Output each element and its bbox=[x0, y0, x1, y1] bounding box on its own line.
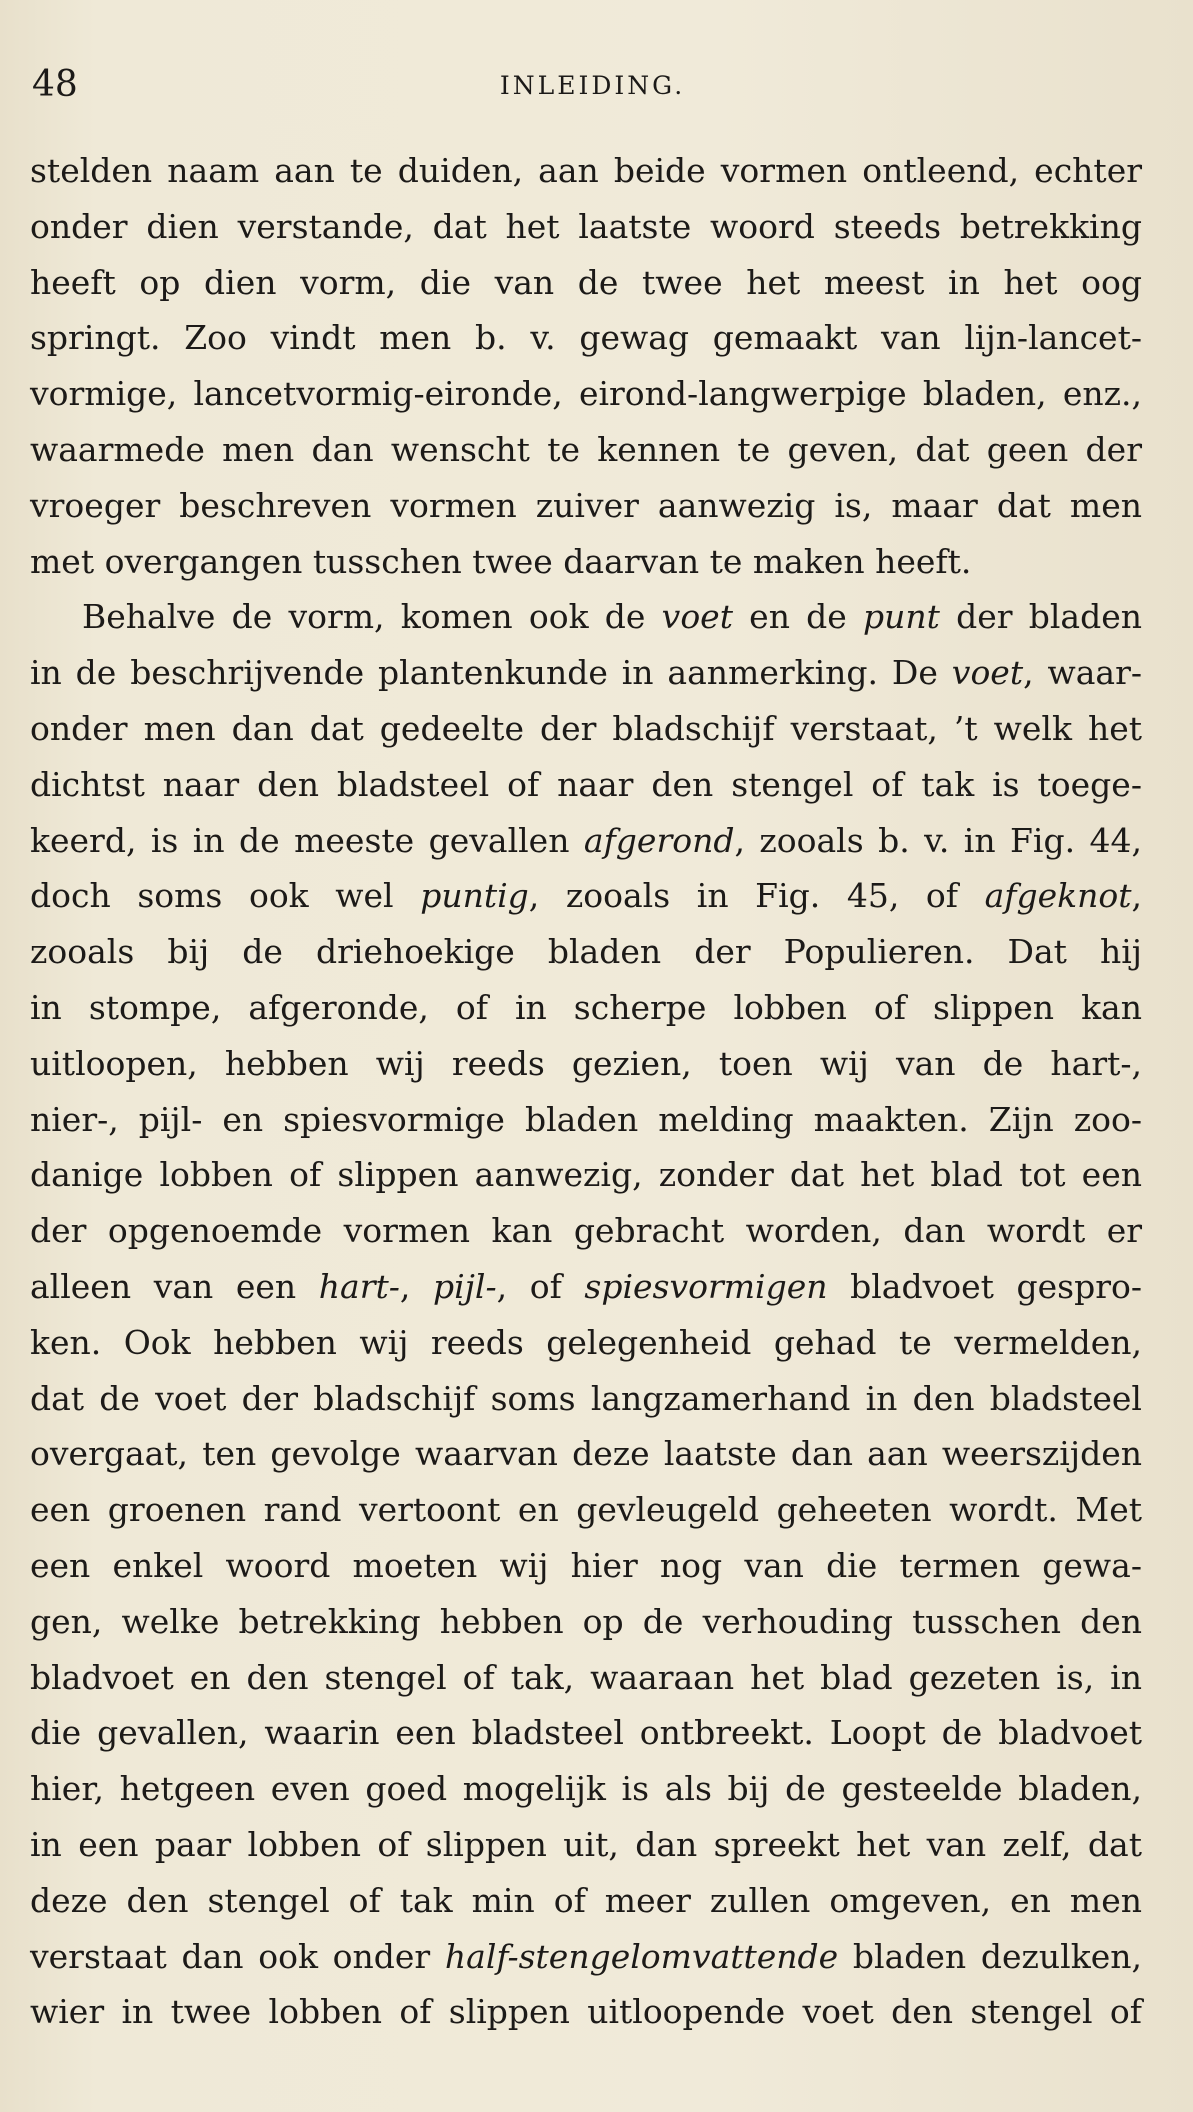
text-line: springt. Zoo vindt men b. v. gewag gemaakt van lijn-lancet- bbox=[30, 318, 1142, 358]
text-line: stelden naam aan te duiden, aan beide vormen ontleend, echter bbox=[30, 151, 1142, 190]
text-line: der opgenoemde vormen kan gebracht worden, dan wordt er bbox=[30, 1211, 1142, 1251]
text-run: bladen dezulken, bbox=[838, 1936, 1143, 1976]
text-line bbox=[30, 589, 1142, 645]
italic-term: afgeknot bbox=[984, 876, 1132, 916]
text-line: vormige, lancetvormig-eironde, eirond-langwerpige bladen, enz., bbox=[30, 374, 1142, 414]
italic-term: punt bbox=[863, 597, 940, 637]
text-run: bladvoet gespro- bbox=[827, 1266, 1142, 1306]
text-line bbox=[30, 1929, 1142, 1985]
text-line: bladvoet en den stengel of tak, waaraan het blad gezeten is, in bbox=[30, 1657, 1142, 1697]
page-header bbox=[32, 60, 1153, 110]
text-line: in stompe, afgeronde, of in scherpe lobben of slippen kan bbox=[30, 987, 1142, 1027]
text-line: ken. Ook hebben wij reeds gelegenheid gehad te vermelden, bbox=[30, 1322, 1142, 1362]
text-run: , bbox=[399, 1266, 433, 1306]
text-run: , of bbox=[496, 1266, 585, 1306]
text-line: die gevallen, waarin een bladsteel ontbreekt. Loopt de bladvoet bbox=[30, 1713, 1142, 1753]
text-run: , bbox=[1131, 876, 1143, 916]
text-line: onder dien verstande, dat het laatste woord steeds betrekking bbox=[30, 206, 1142, 246]
italic-term: afgerond bbox=[583, 820, 735, 860]
italic-term: half-stengelomvattende bbox=[444, 1936, 839, 1976]
text-line: met overgangen tusschen twee daarvan te maken heeft. bbox=[30, 541, 972, 581]
page-number: 48 bbox=[32, 64, 78, 105]
text-line: danige lobben of slippen aanwezig, zonder dat het blad tot een bbox=[30, 1155, 1142, 1195]
text-line: dat de voet der bladschijf soms langzamerhand in den bladsteel bbox=[30, 1378, 1142, 1418]
text-run: alleen van een bbox=[30, 1266, 319, 1306]
italic-term: spiesvormigen bbox=[584, 1266, 828, 1306]
text-line bbox=[30, 813, 1142, 869]
text-line: deze den stengel of tak min of meer zullen omgeven, en men bbox=[30, 1880, 1142, 1920]
text-line: heeft op dien vorm, die van de twee het meest in het oog bbox=[30, 262, 1142, 302]
text-line: in een paar lobben of slippen uit, dan spreekt het van zelf, dat bbox=[30, 1824, 1142, 1864]
text-run: , zooals b. v. in Fig. 44, bbox=[734, 820, 1142, 860]
text-run: der bladen bbox=[939, 597, 1143, 637]
italic-term: hart- bbox=[318, 1266, 400, 1306]
text-line: uitloopen, hebben wij reeds gezien, toen wij van de hart-, bbox=[30, 1043, 1142, 1083]
text-line: hier, hetgeen even goed mogelijk is als bij de gesteelde bladen, bbox=[30, 1769, 1142, 1809]
text-line: nier-, pijl- en spiesvormige bladen melding maakten. Zijn zoo- bbox=[30, 1099, 1142, 1139]
text-line: vroeger beschreven vormen zuiver aanwezig is, maar dat men bbox=[30, 485, 1142, 525]
text-line: waarmede men dan wenscht te kennen te geven, dat geen der bbox=[30, 429, 1142, 469]
text-line: gen, welke betrekking hebben op de verhouding tusschen den bbox=[30, 1601, 1142, 1641]
italic-term: puntig bbox=[420, 876, 529, 916]
text-run: keerd, is in de meeste gevallen bbox=[30, 820, 584, 860]
text-run: , waar- bbox=[1023, 653, 1142, 693]
italic-term: voet bbox=[951, 653, 1024, 693]
italic-term: pijl- bbox=[433, 1266, 497, 1306]
text-run: verstaat dan ook onder bbox=[30, 1936, 445, 1976]
text-line bbox=[30, 645, 1142, 701]
text-run: in de beschrijvende plantenkunde in aanmerking. De bbox=[30, 653, 952, 693]
text-line: zooals bij de driehoekige bladen der Populieren. Dat hij bbox=[30, 932, 1142, 972]
text-line bbox=[30, 1259, 1142, 1315]
italic-term: voet bbox=[661, 597, 733, 637]
text-run: , zooals in Fig. 45, of bbox=[528, 876, 985, 916]
text-line: wier in twee lobben of slippen uitloopende voet den stengel of bbox=[30, 1992, 1142, 2032]
body-text bbox=[30, 143, 1142, 2040]
text-line: een groenen rand vertoont en gevleugeld geheeten wordt. Met bbox=[30, 1490, 1142, 1530]
text-line bbox=[30, 868, 1142, 924]
running-head: INLEIDING. bbox=[499, 71, 686, 100]
text-line: dichtst naar den bladsteel of naar den stengel of tak is toege- bbox=[30, 764, 1142, 804]
text-run: doch soms ook wel bbox=[30, 876, 421, 916]
text-run: en de bbox=[732, 597, 864, 637]
text-run: Behalve de vorm, komen ook de bbox=[82, 597, 662, 637]
text-line: overgaat, ten gevolge waarvan deze laatste dan aan weerszijden bbox=[30, 1434, 1142, 1474]
text-line: onder men dan dat gedeelte der bladschijf verstaat, ’t welk het bbox=[30, 708, 1142, 748]
text-line: een enkel woord moeten wij hier nog van die termen gewa- bbox=[30, 1545, 1142, 1585]
